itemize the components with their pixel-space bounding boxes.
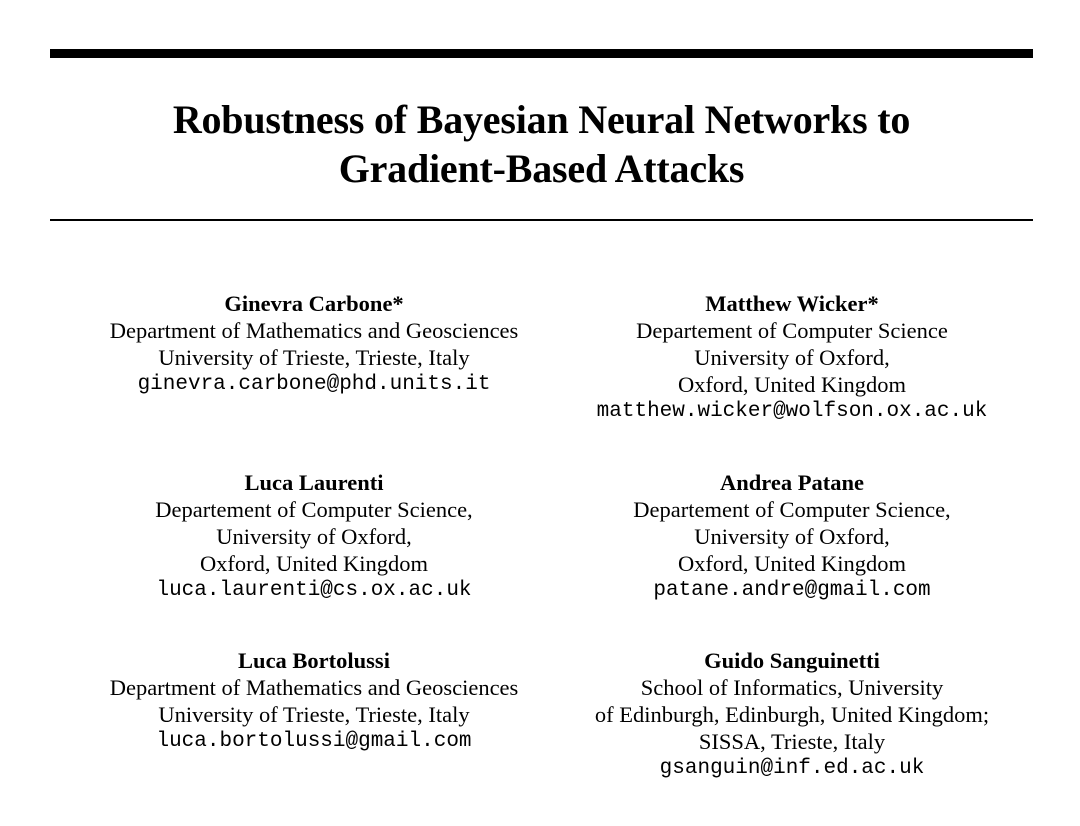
author-affiliation: School of Informatics, University: [640, 675, 944, 700]
title-line-2: Gradient-Based Attacks: [338, 146, 745, 191]
title-top-rule: [50, 49, 1033, 58]
author-name: Guido Sanguinetti: [704, 648, 880, 673]
author-affiliation: of Edinburgh, Edinburgh, United Kingdom;: [594, 702, 990, 727]
author-email: gsanguin@inf.ed.ac.uk: [659, 757, 925, 780]
author-block-laurenti: [50, 469, 578, 604]
author-block-patane: [528, 469, 1056, 604]
author-email: ginevra.carbone@phd.units.it: [137, 373, 491, 396]
author-name: Andrea Patane: [720, 470, 864, 495]
author-email: matthew.wicker@wolfson.ox.ac.uk: [596, 400, 988, 423]
author-affiliation: Oxford, United Kingdom: [677, 372, 907, 397]
author-block-carbone: [50, 290, 578, 398]
author-affiliation: Oxford, United Kingdom: [199, 551, 429, 576]
author-affiliation: University of Oxford,: [694, 345, 890, 370]
author-affiliation: University of Trieste, Trieste, Italy: [158, 345, 470, 370]
author-email: patane.andre@gmail.com: [653, 579, 931, 602]
author-affiliation: University of Trieste, Trieste, Italy: [158, 702, 470, 727]
author-email: luca.bortolussi@gmail.com: [156, 730, 472, 753]
author-affiliation: Department of Mathematics and Geosciences: [109, 318, 519, 343]
author-name: Luca Bortolussi: [238, 648, 390, 673]
title-bottom-rule: [50, 219, 1033, 221]
author-block-wicker: [528, 290, 1056, 425]
author-affiliation: Departement of Computer Science: [636, 318, 948, 343]
author-email: luca.laurenti@cs.ox.ac.uk: [156, 579, 472, 602]
author-name: Matthew Wicker*: [705, 291, 879, 316]
author-affiliation: Department of Mathematics and Geosciences: [109, 675, 519, 700]
author-affiliation: University of Oxford,: [216, 524, 412, 549]
author-affiliation: Departement of Computer Science,: [155, 497, 473, 522]
author-affiliation: Oxford, United Kingdom: [677, 551, 907, 576]
author-name: Ginevra Carbone*: [224, 291, 404, 316]
author-block-sanguinetti: [528, 647, 1056, 782]
author-affiliation: University of Oxford,: [694, 524, 890, 549]
title-line-1: Robustness of Bayesian Neural Networks to: [172, 97, 911, 142]
paper-title: [50, 95, 1033, 193]
author-affiliation: SISSA, Trieste, Italy: [698, 729, 886, 754]
author-name: Luca Laurenti: [244, 470, 384, 495]
author-block-bortolussi: [50, 647, 578, 755]
author-affiliation: Departement of Computer Science,: [633, 497, 951, 522]
